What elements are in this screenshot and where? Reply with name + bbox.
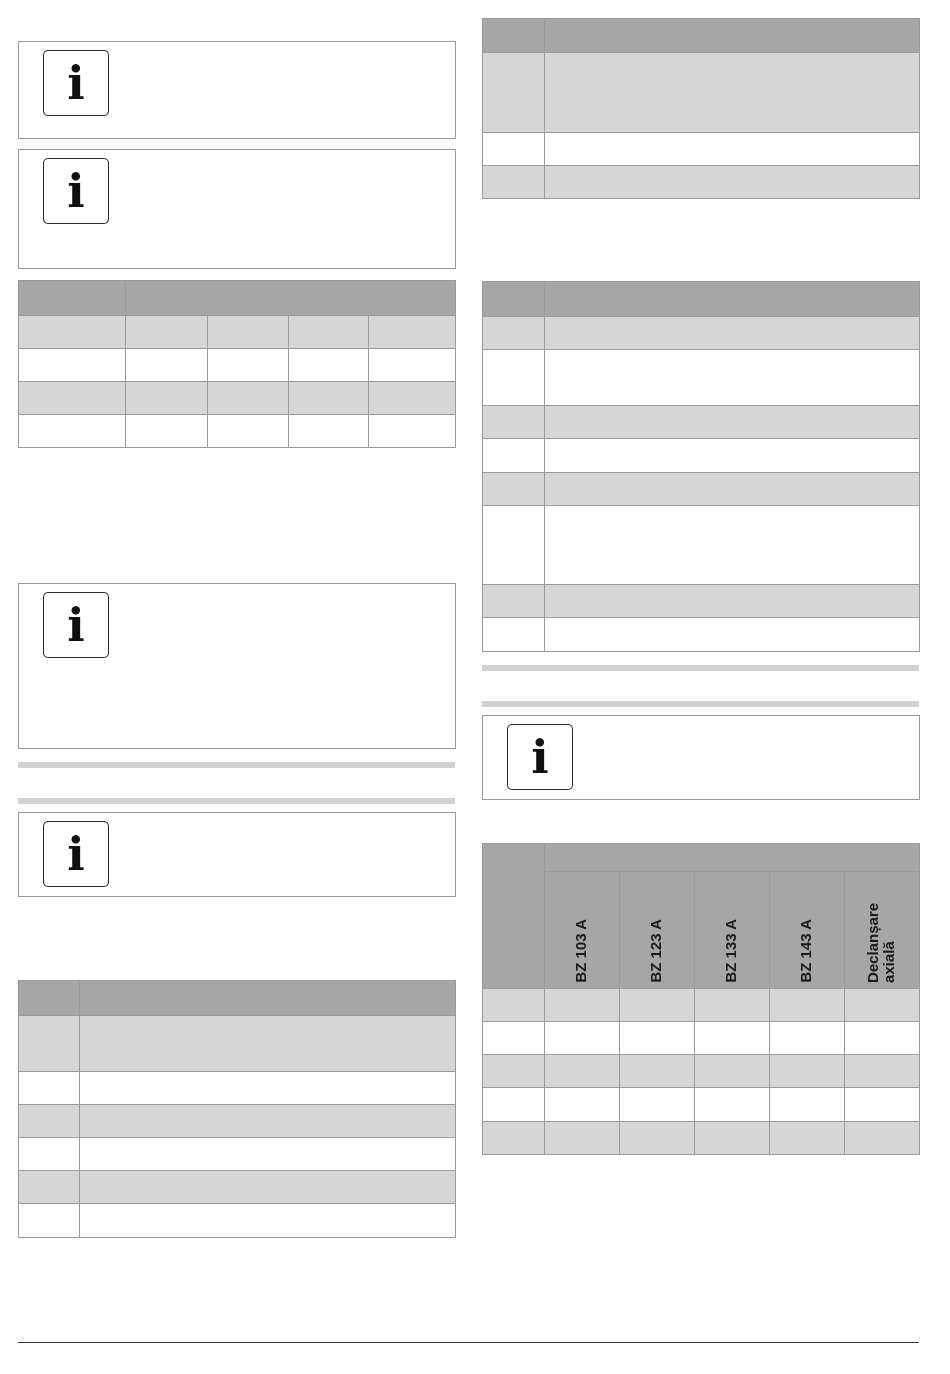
table-row <box>483 1022 920 1055</box>
section-separator <box>18 762 455 768</box>
table-row <box>19 415 456 448</box>
table-header-row <box>483 19 920 53</box>
table-row <box>19 349 456 382</box>
table-row <box>483 1122 920 1155</box>
table-row <box>483 1088 920 1122</box>
table-header-cell <box>19 281 126 316</box>
right-table-b <box>482 281 920 652</box>
table-header-cell <box>126 281 456 316</box>
left-table-a <box>18 280 456 448</box>
table-row <box>483 585 920 618</box>
column-header-bz123a: BZ 123 A <box>620 872 695 989</box>
table-row <box>483 133 920 166</box>
table-row <box>19 382 456 415</box>
info-notice-4 <box>18 812 456 897</box>
section-separator <box>18 798 455 804</box>
table-row <box>19 1171 456 1204</box>
info-notice-3 <box>18 583 456 749</box>
column-header-bz133a: BZ 133 A <box>695 872 770 989</box>
section-separator <box>482 701 919 707</box>
table-header-row <box>19 281 456 316</box>
table-row <box>483 618 920 652</box>
table-row <box>483 317 920 350</box>
info-notice-1 <box>18 41 456 139</box>
column-header-bz103a: BZ 103 A <box>545 872 620 989</box>
info-icon: i <box>507 724 573 790</box>
right-table-a <box>482 18 920 199</box>
table-row <box>483 53 920 133</box>
table-row <box>483 439 920 473</box>
table-row <box>483 406 920 439</box>
info-icon: i <box>43 592 109 658</box>
info-icon: i <box>43 821 109 887</box>
table-row <box>483 989 920 1022</box>
section-separator <box>482 665 919 671</box>
left-table-b <box>18 980 456 1238</box>
table-row <box>483 350 920 406</box>
info-icon: i <box>43 158 109 224</box>
table-header-cell <box>483 844 545 989</box>
table-row <box>19 316 456 349</box>
table-row <box>19 1072 456 1105</box>
right-table-d <box>482 843 920 1155</box>
table-header-row <box>19 981 456 1016</box>
table-row <box>19 1138 456 1171</box>
info-notice-2 <box>18 149 456 269</box>
info-notice-5 <box>482 715 920 800</box>
table-row <box>483 166 920 199</box>
info-icon: i <box>43 50 109 116</box>
table-row <box>19 1105 456 1138</box>
table-header-row <box>483 844 920 872</box>
footer-rule <box>18 1342 919 1343</box>
table-row <box>483 473 920 506</box>
table-row <box>19 1016 456 1072</box>
table-row <box>483 1055 920 1088</box>
column-header-axial-trip: Declanșare axială <box>845 872 920 989</box>
column-header-bz143a: BZ 143 A <box>770 872 845 989</box>
table-header-row <box>483 282 920 317</box>
table-row <box>483 506 920 585</box>
table-row <box>19 1204 456 1238</box>
table-header-row <box>483 872 920 989</box>
table-header-cell <box>545 844 920 872</box>
